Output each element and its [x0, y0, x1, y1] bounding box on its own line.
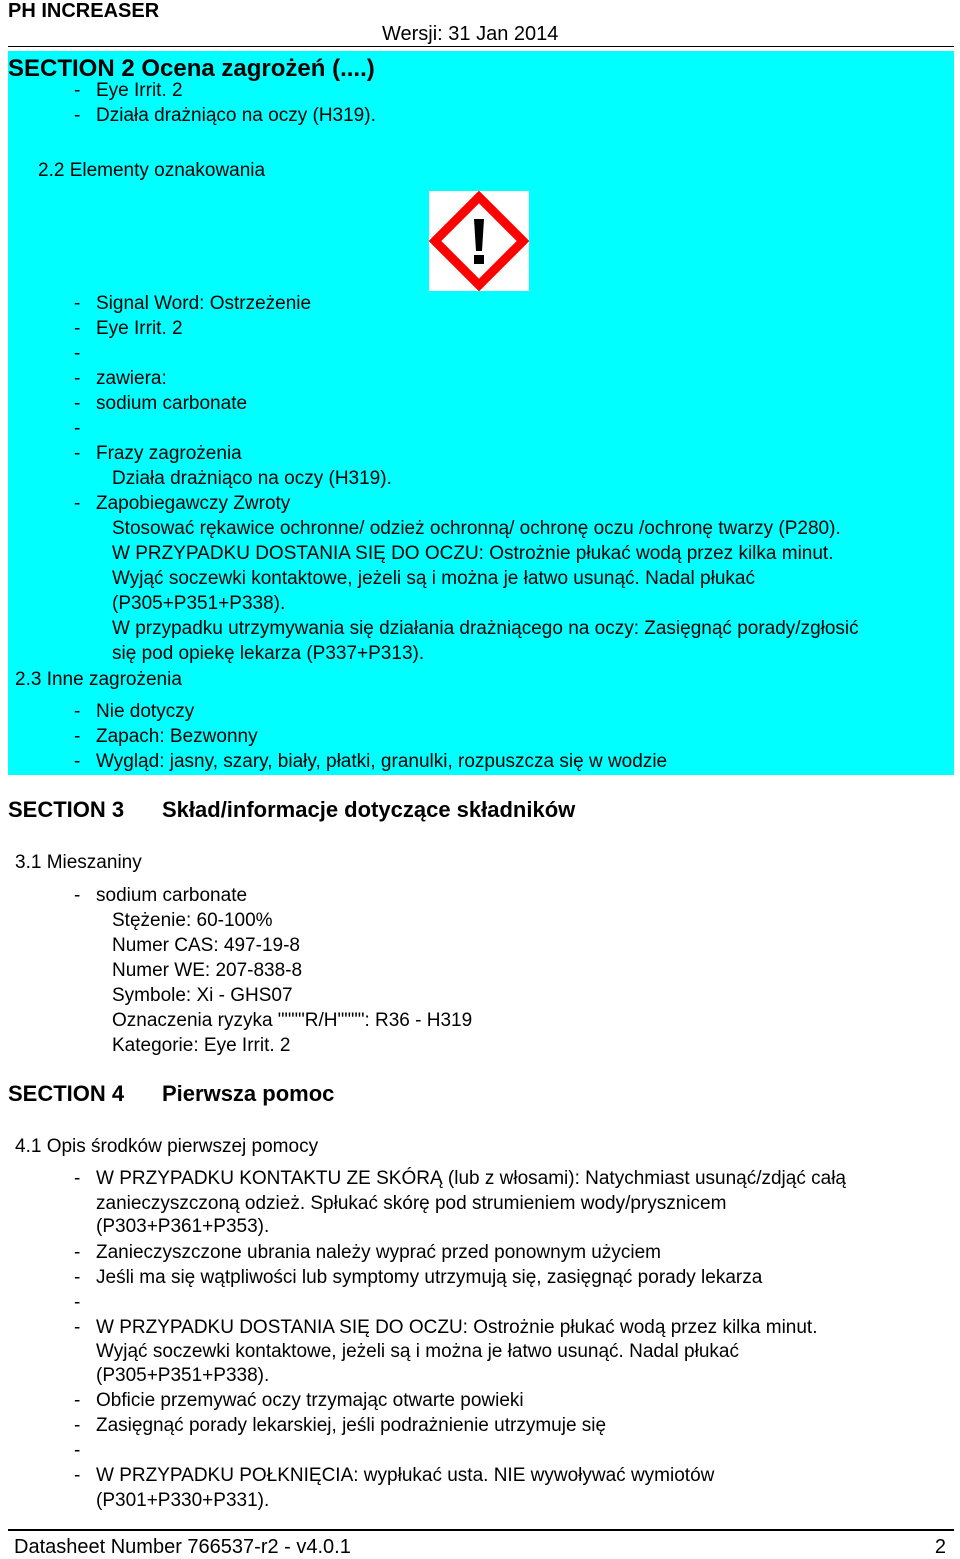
first-aid-line: W PRZYPADKU POŁKNIĘCIA: wypłukać usta. NIE wywoływać wymiotów — [96, 1465, 715, 1486]
first-aid-line: W PRZYPADKU KONTAKTU ZE SKÓRĄ (lub z włosami): Natychmiast usunąć/zdjąć całą — [96, 1168, 846, 1189]
list-dash: - — [74, 1317, 81, 1338]
list-dash: - — [74, 318, 81, 339]
header-divider — [8, 46, 954, 47]
list-dash: - — [74, 1465, 81, 1486]
list-item: Zapach: Bezwonny — [96, 726, 258, 747]
list-dash: - — [74, 1267, 81, 1288]
prevention-line: (P305+P351+P338). — [112, 593, 286, 614]
datasheet-number: Datasheet Number 766537-r2 - v4.0.1 — [14, 1536, 351, 1558]
prevention-line: Stosować rękawice ochronne/ odzież ochronną/ ochronę oczu /ochronę twarzy (P280). — [112, 518, 841, 539]
list-dash: - — [74, 493, 81, 514]
section-3-title: Skład/informacje dotyczące składników — [162, 797, 576, 822]
first-aid-line: Zasięgnąć porady lekarskiej, jeśli podrażnienie utrzymuje się — [96, 1415, 607, 1436]
substance-name: sodium carbonate — [96, 885, 248, 906]
list-dash: - — [74, 80, 81, 101]
list-item: Frazy zagrożenia — [96, 443, 242, 464]
list-item: Zapobiegawczy Zwroty — [96, 493, 291, 514]
section-4-number: SECTION 4 — [8, 1081, 125, 1106]
substance-detail: Symbole: Xi - GHS07 — [112, 985, 293, 1006]
list-dash: - — [74, 751, 81, 772]
subsection-2-2-heading: 2.2 Elementy oznakowania — [38, 160, 266, 181]
first-aid-line: (P305+P351+P338). — [96, 1365, 270, 1386]
hazard-statement: Działa drażniąco na oczy (H319). — [112, 468, 392, 489]
list-item: Eye Irrit. 2 — [96, 80, 183, 101]
list-dash: - — [74, 368, 81, 389]
list-dash: - — [74, 1292, 81, 1313]
first-aid-line: Zanieczyszczone ubrania należy wyprać przed ponownym użyciem — [96, 1242, 661, 1263]
list-dash: - — [74, 701, 81, 722]
list-item: Nie dotyczy — [96, 701, 195, 722]
list-dash: - — [74, 293, 81, 314]
subsection-4-1-heading: 4.1 Opis środków pierwszej pomocy — [15, 1136, 319, 1157]
first-aid-line: Jeśli ma się wątpliwości lub symptomy utrzymują się, zasięgnąć porady lekarza — [96, 1267, 763, 1288]
subsection-2-3-heading: 2.3 Inne zagrożenia — [15, 669, 182, 690]
list-dash: - — [74, 343, 81, 364]
first-aid-line: Obficie przemywać oczy trzymając otwarte powieki — [96, 1390, 524, 1411]
substance-detail: Numer CAS: 497-19-8 — [112, 935, 300, 956]
list-dash: - — [74, 1415, 81, 1436]
prevention-line: Wyjąć soczewki kontaktowe, jeżeli są i można je łatwo usunąć. Nadal płukać — [112, 568, 755, 589]
section-4-title: Pierwsza pomoc — [162, 1081, 335, 1106]
list-item: zawiera: — [96, 368, 167, 389]
list-item: sodium carbonate — [96, 393, 248, 414]
list-item: Wygląd: jasny, szary, biały, płatki, granulki, rozpuszcza się w wodzie — [96, 751, 668, 772]
exclamation-mark-icon — [429, 191, 529, 291]
prevention-line: W PRZYPADKU DOSTANIA SIĘ DO OCZU: Ostrożnie płukać wodą przez kilka minut. — [112, 543, 834, 564]
footer-divider — [8, 1529, 954, 1531]
list-dash: - — [74, 443, 81, 464]
list-dash: - — [74, 1168, 81, 1189]
list-item: Eye Irrit. 2 — [96, 318, 183, 339]
first-aid-line: (P303+P361+P353). — [96, 1216, 270, 1237]
section-3-number: SECTION 3 — [8, 797, 125, 822]
substance-detail: Stężenie: 60-100% — [112, 910, 273, 931]
list-item: Signal Word: Ostrzeżenie — [96, 293, 312, 314]
version-date: Wersji: 31 Jan 2014 — [382, 23, 559, 45]
prevention-line: W przypadku utrzymywania się działania drażniącego na oczy: Zasięgnąć porady/zgłosić — [112, 618, 859, 639]
subsection-3-1-heading: 3.1 Mieszaniny — [15, 852, 142, 873]
first-aid-line: W PRZYPADKU DOSTANIA SIĘ DO OCZU: Ostrożnie płukać wodą przez kilka minut. — [96, 1317, 818, 1338]
page-number: 2 — [934, 1536, 946, 1558]
list-dash: - — [74, 1242, 81, 1263]
list-dash: - — [74, 418, 81, 439]
list-dash: - — [74, 393, 81, 414]
prevention-line: się pod opiekę lekarza (P337+P313). — [112, 643, 425, 664]
list-dash: - — [74, 1440, 81, 1461]
list-dash: - — [74, 726, 81, 747]
list-item: Działa drażniąco na oczy (H319). — [96, 105, 376, 126]
list-dash: - — [74, 885, 81, 906]
first-aid-line: Wyjąć soczewki kontaktowe, jeżeli są i można je łatwo usunąć. Nadal płukać — [96, 1341, 739, 1362]
first-aid-line: (P301+P330+P331). — [96, 1490, 270, 1511]
product-name: PH INCREASER — [8, 0, 160, 22]
substance-detail: Oznaczenia ryzyka """"R/H"""": R36 - H319 — [112, 1010, 473, 1031]
list-dash: - — [74, 1390, 81, 1411]
substance-detail: Numer WE: 207-838-8 — [112, 960, 303, 981]
section-2-title: SECTION 2 Ocena zagrożeń (....) — [8, 55, 375, 82]
first-aid-line: zanieczyszczoną odzież. Spłukać skórę pod strumieniem wody/prysznicem — [96, 1193, 727, 1214]
substance-detail: Kategorie: Eye Irrit. 2 — [112, 1035, 291, 1056]
list-dash: - — [74, 105, 81, 126]
